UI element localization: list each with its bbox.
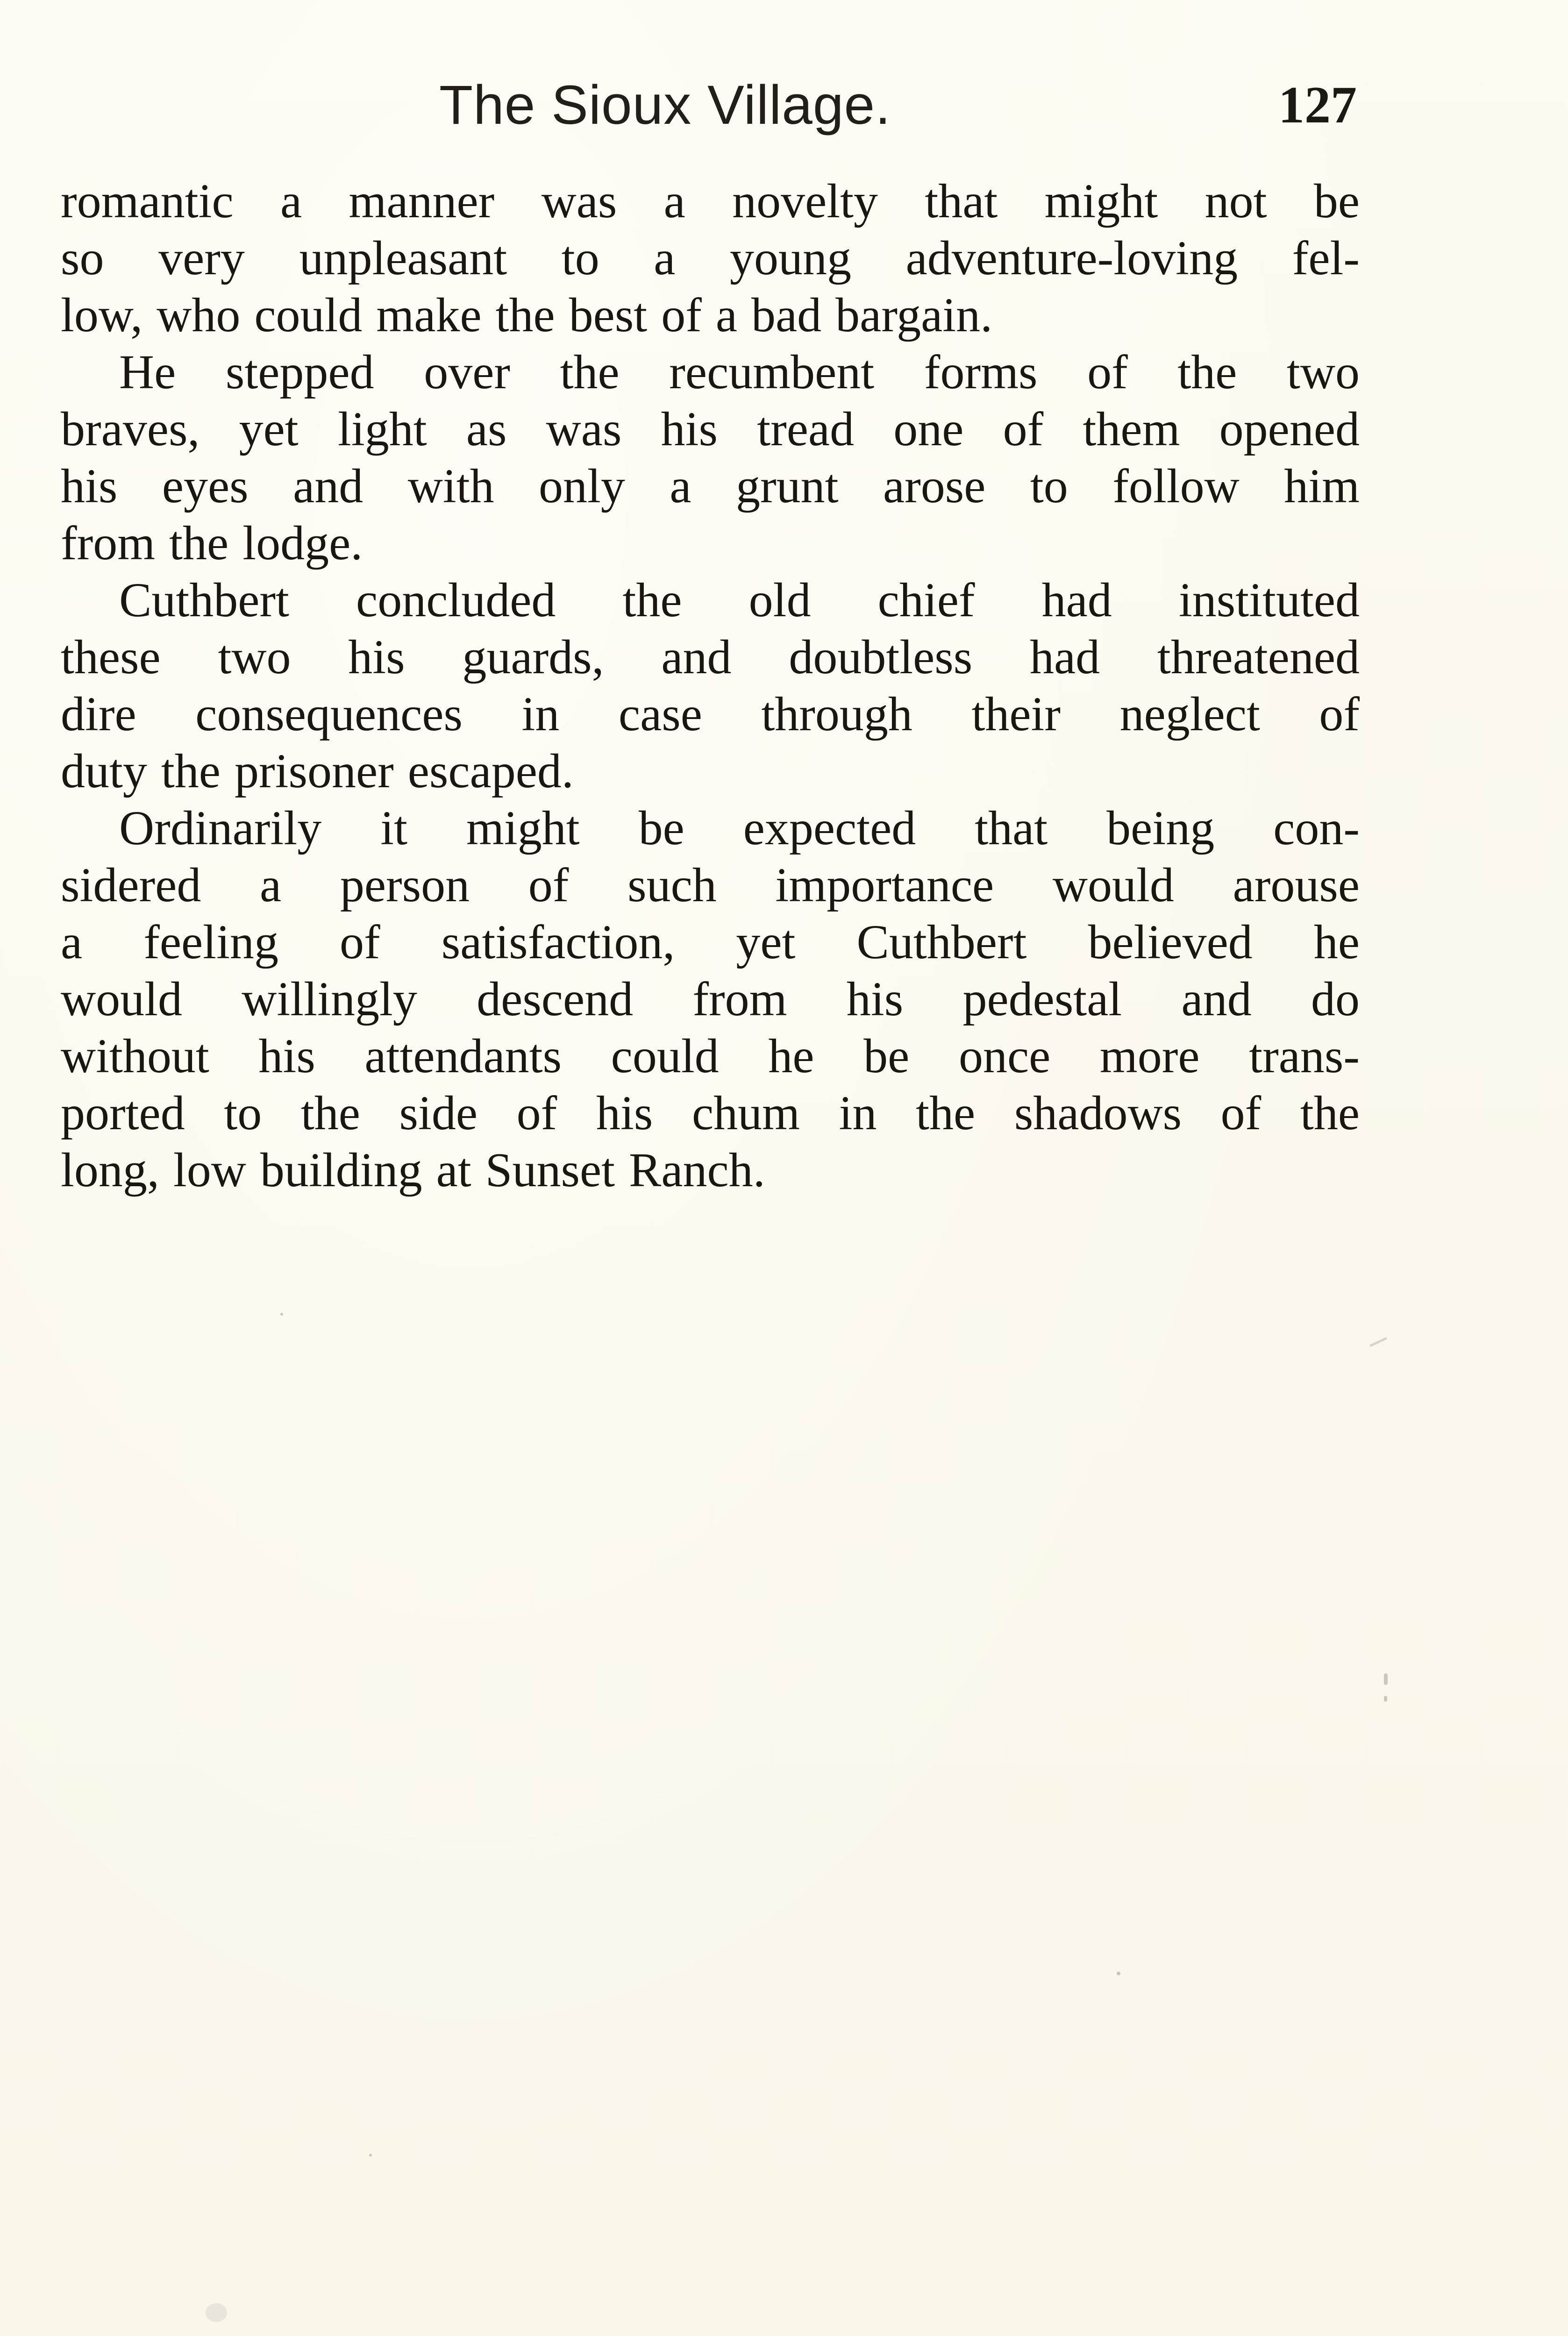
text-line: so very unpleasant to a young adventure-loving fel-	[61, 231, 1360, 285]
text-line: sidered a person of such importance would arouse	[61, 858, 1360, 912]
running-head	[0, 70, 1568, 145]
text-line: He stepped over the recumbent forms of the two	[119, 345, 1360, 399]
paragraph-3	[61, 572, 1360, 800]
paragraph-4	[61, 800, 1360, 1199]
text-line: dire consequences in case through their neglect of	[61, 687, 1360, 741]
text-line: Ordinarily it might be expected that being con-	[119, 801, 1360, 855]
text-line: these two his guards, and doubtless had threatened	[61, 630, 1360, 684]
body-text	[61, 173, 1360, 1199]
paper-speck	[1384, 1696, 1387, 1702]
paper-speck	[1384, 1674, 1388, 1685]
text-line: would willingly descend from his pedestal and do	[61, 972, 1360, 1026]
text-line: ported to the side of his chum in the shadows of the	[61, 1086, 1360, 1140]
paper-speck	[1369, 1337, 1387, 1347]
paragraph-1	[61, 173, 1360, 344]
paper-speck	[280, 1313, 283, 1316]
page-number: 127	[1278, 76, 1357, 134]
text-line: from the lodge.	[61, 516, 363, 570]
text-line: his eyes and with only a grunt arose to follow him	[61, 459, 1360, 513]
text-line: low, who could make the best of a bad bargain.	[61, 288, 993, 342]
text-line: braves, yet light as was his tread one of them opened	[61, 402, 1360, 456]
text-line: romantic a manner was a novelty that might not be	[61, 174, 1360, 228]
text-line: without his attendants could he be once more trans-	[61, 1029, 1360, 1083]
text-line: duty the prisoner escaped.	[61, 744, 574, 798]
text-line: a feeling of satisfaction, yet Cuthbert believed he	[61, 915, 1360, 969]
paper-speck	[206, 2303, 227, 2322]
paragraph-2	[61, 344, 1360, 572]
paper-speck	[1117, 1972, 1120, 1975]
paper-speck	[369, 2154, 372, 2157]
running-title: The Sioux Village.	[439, 74, 891, 136]
text-line: Cuthbert concluded the old chief had instituted	[119, 573, 1360, 627]
text-line: long, low building at Sunset Ranch.	[61, 1143, 765, 1197]
